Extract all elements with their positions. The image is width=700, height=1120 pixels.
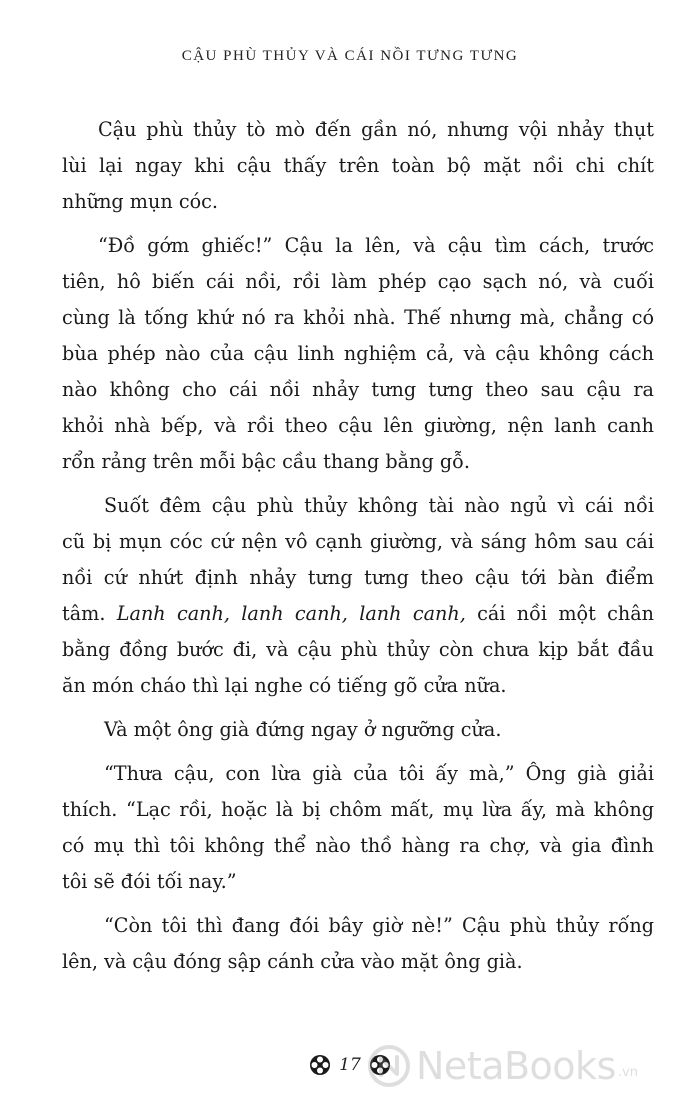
text-line: những mụn cóc. (62, 190, 218, 213)
watermark-suffix: .vn (617, 1065, 638, 1080)
text-line: “Thưa cậu, con lừa già của tôi ấy mà,” Ông già giải (104, 762, 654, 785)
paragraph-6 (62, 908, 654, 980)
paragraph-2 (62, 228, 654, 480)
running-title: CẬU PHÙ THỦY VÀ CÁI NỒI TƯNG TƯNG (181, 48, 519, 64)
text-line: nào không cho cái nồi nhảy tưng tưng theo sau cậu ra (62, 378, 654, 401)
brand-logo-icon (368, 1045, 410, 1087)
watermark-brand: NetaBooks (416, 1044, 616, 1088)
text-line: thích. “Lạc rồi, hoặc là bị chôm mất, mụ lừa ấy, mà không (62, 798, 654, 821)
text-run: cái nồi một chân (465, 602, 655, 625)
paragraph-3 (62, 488, 655, 704)
text-line: ăn món cháo thì lại nghe có tiếng gõ cửa nữa. (62, 674, 507, 697)
text-run: tâm. (62, 602, 117, 625)
paragraph-5 (62, 756, 654, 900)
text-line: tôi sẽ đói tối nay.” (62, 870, 237, 893)
text-line: bằng đồng bước đi, và cậu phù thủy còn chưa kịp bắt đầu (62, 638, 654, 661)
body-text (62, 112, 655, 988)
page-number: 17 (339, 1055, 361, 1075)
text-line: lùi lại ngay khi cậu thấy trên toàn bộ mặt nồi chi chít (62, 154, 654, 177)
text-line: lên, và cậu đóng sập cánh cửa vào mặt ông già. (62, 950, 523, 973)
text-line: Và một ông già đứng ngay ở ngưỡng cửa. (104, 718, 502, 741)
text-line: tiên, hô biến cái nồi, rồi làm phép cạo sạch nó, và cuối (62, 270, 654, 293)
text-line-mixed (62, 596, 654, 632)
italic-text-run: Lanh canh, lanh canh, lanh canh, (116, 602, 466, 625)
paragraph-1 (62, 112, 654, 220)
text-line: “Còn tôi thì đang đói bây giờ nè!” Cậu phù thủy rống (104, 914, 654, 937)
text-line: bùa phép nào của cậu linh nghiệm cả, và cậu không cách (62, 342, 654, 365)
text-line: cùng là tống khứ nó ra khỏi nhà. Thế nhưng mà, chẳng có (62, 306, 654, 329)
text-line: Suốt đêm cậu phù thủy không tài nào ngủ vì cái nồi (104, 494, 654, 517)
text-line: nồi cứ nhứt định nhảy tưng tưng theo cậu tới bàn điểm (62, 566, 654, 589)
text-line: Cậu phù thủy tò mò đến gần nó, nhưng vội nhảy thụt (98, 118, 654, 141)
paragraph-4 (98, 712, 654, 748)
text-line: có mụ thì tôi không thể nào thồ hàng ra chợ, và gia đình (62, 834, 654, 857)
text-line: khỏi nhà bếp, và rồi theo cậu lên giường, nện lanh canh (62, 414, 654, 437)
text-line: “Đồ gớm ghiếc!” Cậu la lên, và cậu tìm cách, trước (98, 234, 654, 257)
text-line: cũ bị mụn cóc cứ nện vô cạnh giường, và sáng hôm sau cái (62, 530, 654, 553)
watermark (368, 1042, 638, 1090)
text-line: rổn rảng trên mỗi bậc cầu thang bằng gỗ. (62, 450, 470, 473)
flower-ornament-icon (309, 1054, 331, 1076)
